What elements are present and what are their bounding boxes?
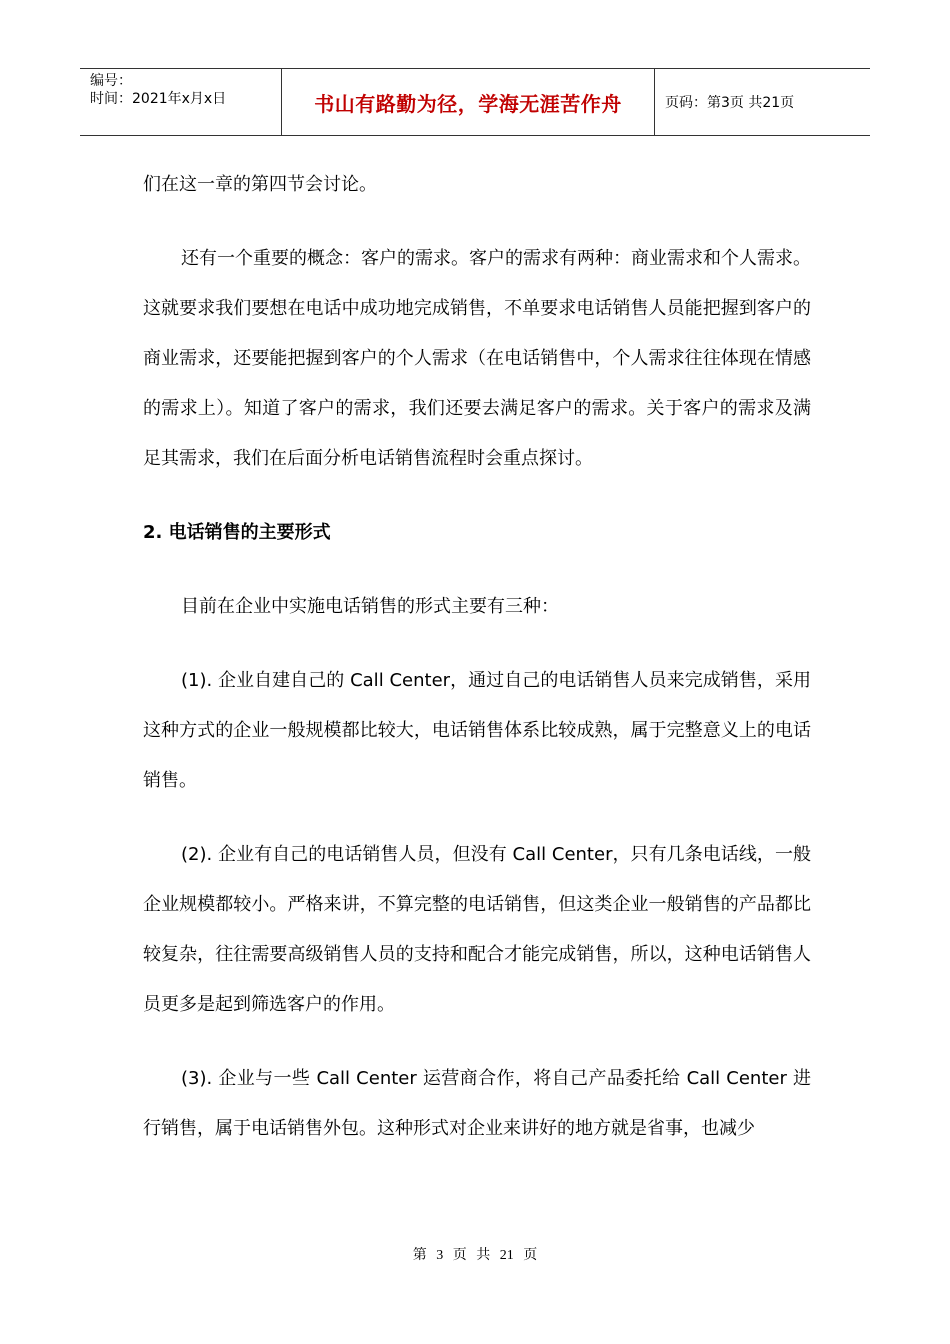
header-middle-cell — [282, 69, 655, 135]
paragraph-forms-intro: 目前在企业中实施电话销售的形式主要有三种： — [181, 596, 559, 617]
header-right-cell — [655, 69, 870, 135]
document-body — [143, 160, 811, 1154]
paragraph-form-2: (2). 企业有自己的电话销售人员，但没有 Call Center，只有几条电话线，一般企业规模都较小。严格来讲，不算完整的电话销售，但这类企业一般销售的产品都比较复杂，往往需要高级销售人员的支持和配合才能完成销售，所以，这种电话销售人员更多是起到筛选客户的作用。 — [143, 844, 811, 1015]
header-page-info: 页码：第3页 共21页 — [665, 95, 795, 111]
document-number-label: 编号： — [90, 73, 132, 89]
document-date-label: 时间：2021年x月x日 — [90, 91, 227, 107]
page-header — [80, 68, 870, 136]
paragraph-continuation: 们在这一章的第四节会讨论。 — [143, 174, 377, 195]
header-motto: 书山有路勤为径，学海无涯苦作舟 — [314, 92, 622, 116]
header-left-cell — [80, 69, 282, 135]
paragraph-form-1: (1). 企业自建自己的 Call Center，通过自己的电话销售人员来完成销售，采用这种方式的企业一般规模都比较大，电话销售体系比较成熟，属于完整意义上的电话销售。 — [143, 670, 811, 791]
paragraph-form-3: (3). 企业与一些 Call Center 运营商合作，将自己产品委托给 Call Center 进行销售，属于电话销售外包。这种形式对企业来讲好的地方就是省事，也减少 — [143, 1068, 811, 1139]
page-footer: 第 3 页 共 21 页 — [412, 1248, 538, 1263]
section-heading: 2. 电话销售的主要形式 — [143, 522, 331, 543]
paragraph-customer-needs: 还有一个重要的概念：客户的需求。客户的需求有两种：商业需求和个人需求。这就要求我们要想在电话中成功地完成销售，不单要求电话销售人员能把握到客户的商业需求，还要能把握到客户的个人需求（在电话销售中，个人需求往往体现在情感的需求上）。知道了客户的需求，我们还要去满足客户的需求。关于客户的需求及满足其需求，我们在后面分析电话销售流程时会重点探讨。 — [143, 248, 811, 469]
